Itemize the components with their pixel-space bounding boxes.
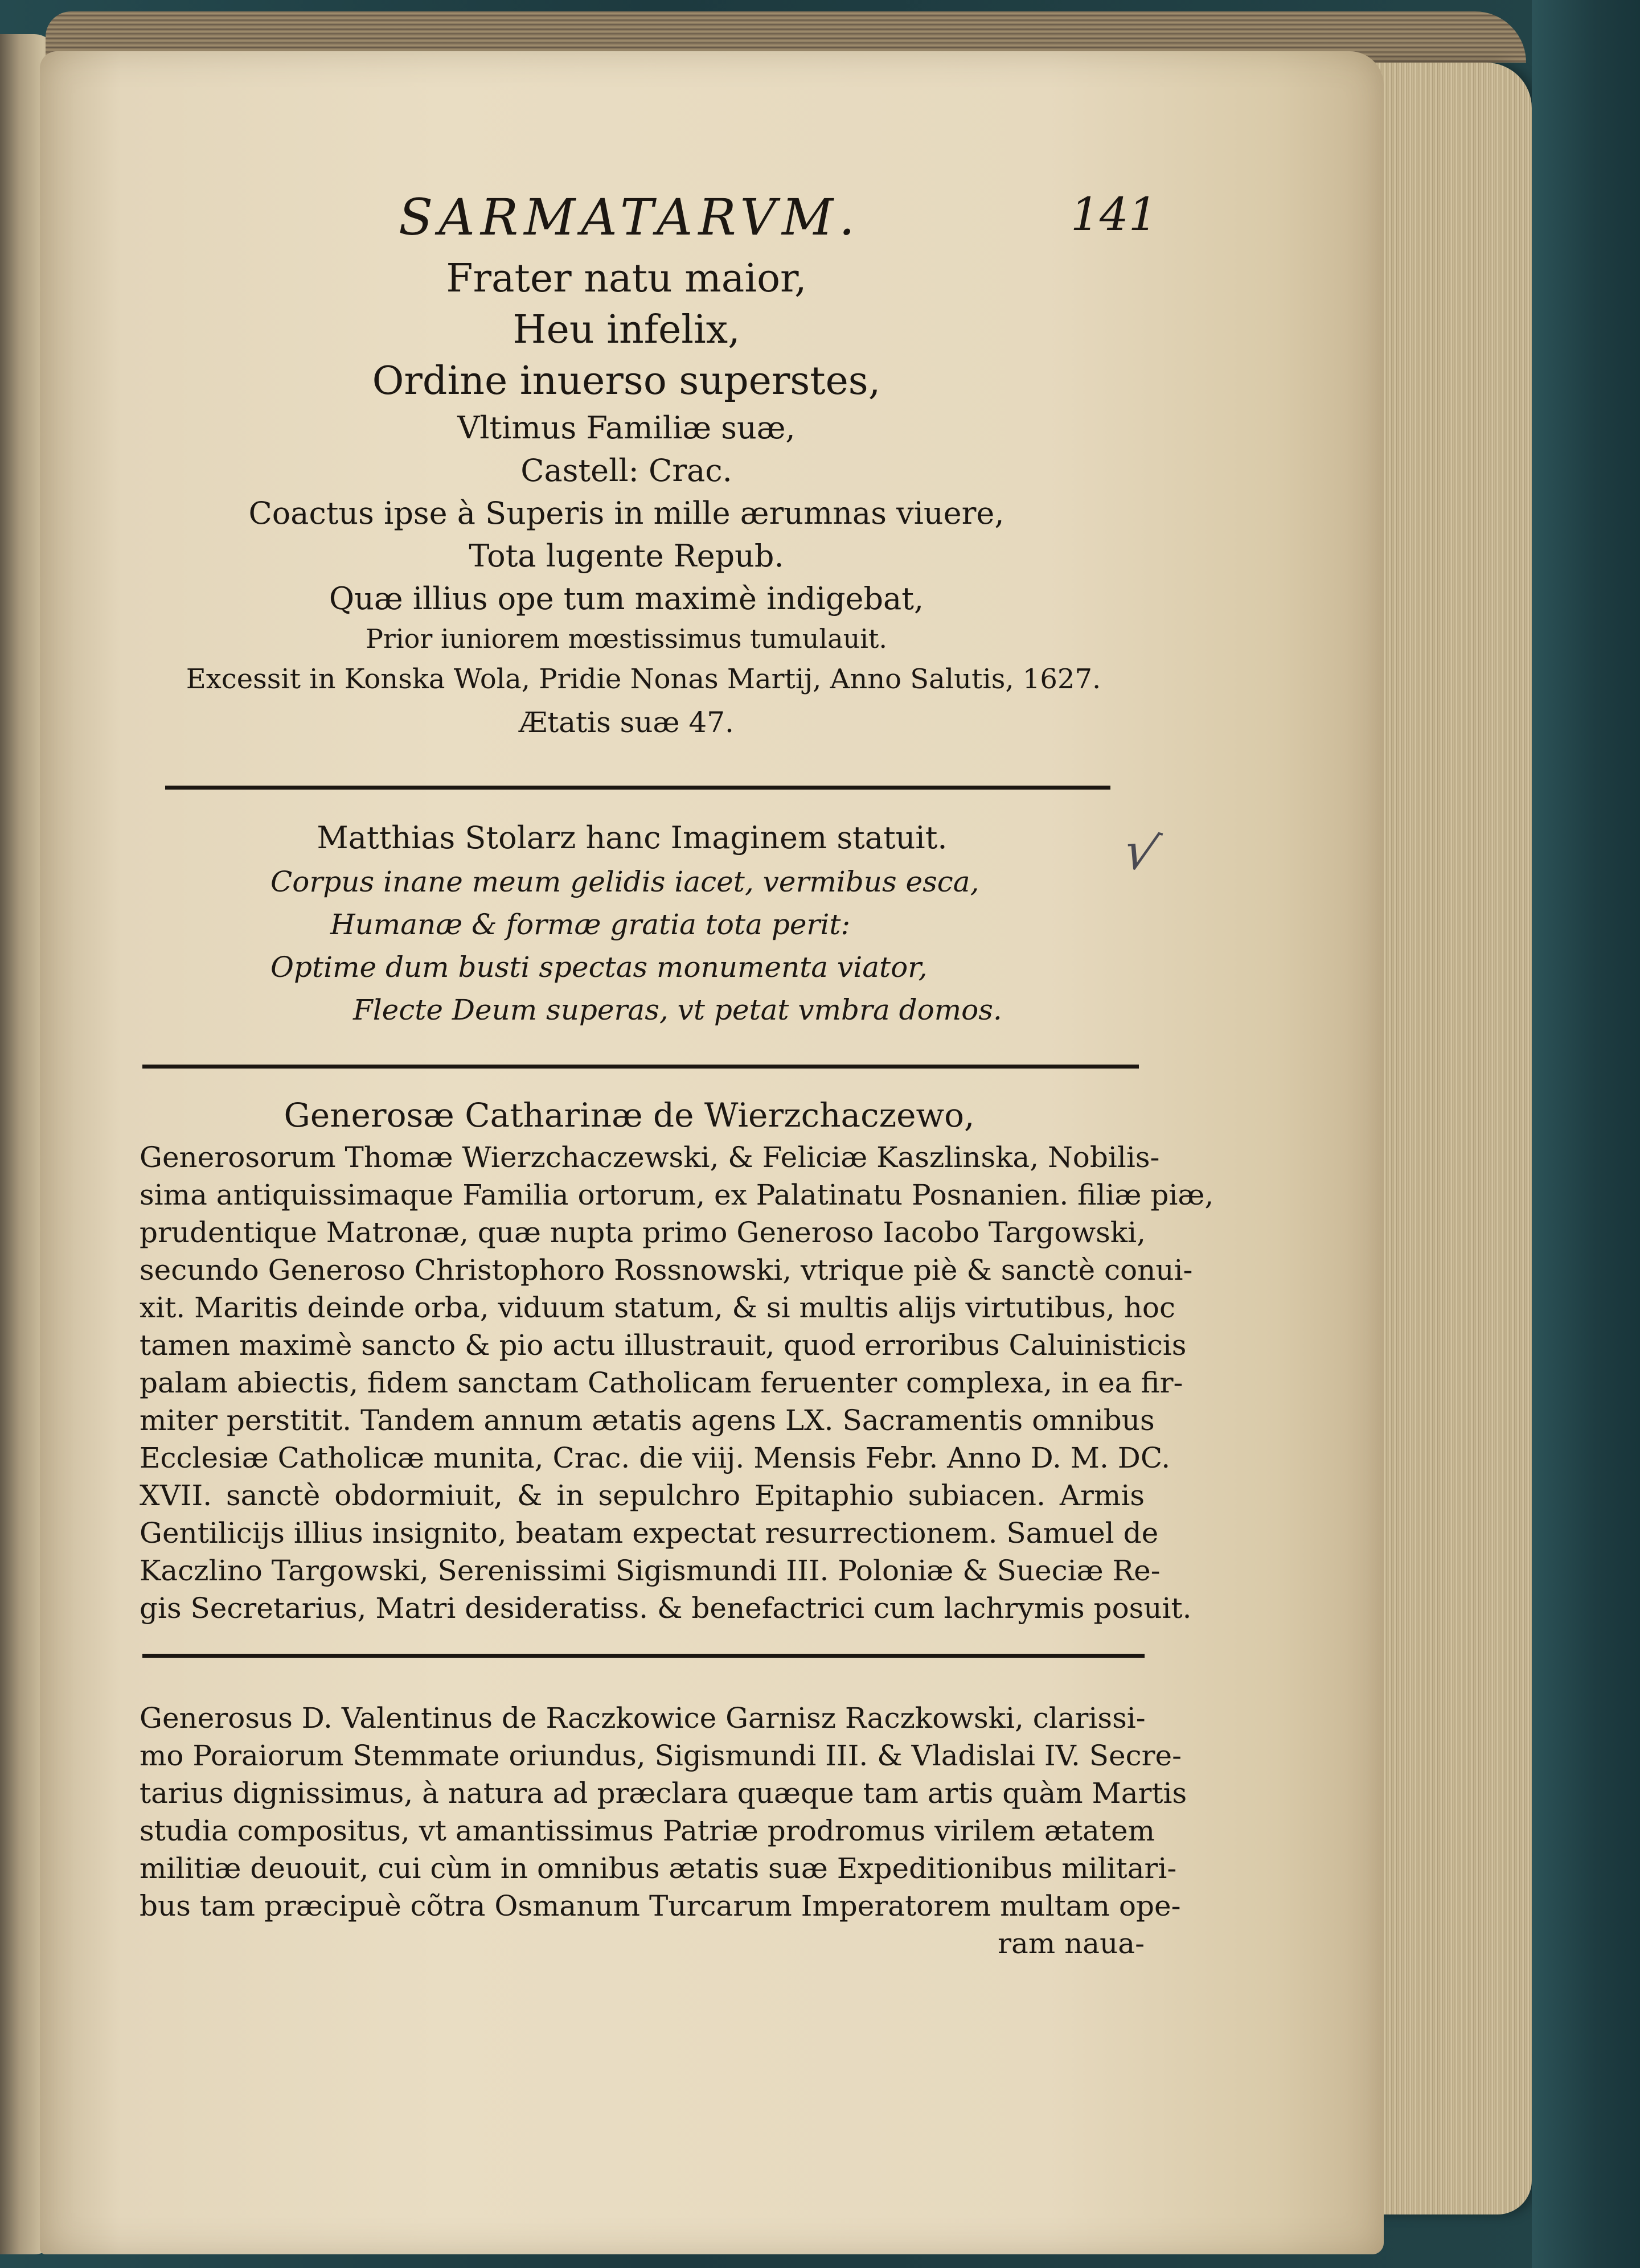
epitaph-3-line: secundo Generoso Christophoro Rossnowski, vtrique piè & sanctè conui- <box>140 1254 1193 1287</box>
epitaph-4-line: studia compositus, vt amantissimus Patriæ prodromus virilem ætatem <box>140 1814 1155 1847</box>
epitaph-3-line: Ecclesiæ Catholicæ munita, Crac. die viij. Mensis Febr. Anno D. M. DC. <box>140 1441 1171 1474</box>
section-divider <box>142 1654 1145 1658</box>
epitaph-1-line: Castell: Crac. <box>520 453 732 488</box>
epitaph-1-line: Vltimus Familiæ suæ, <box>457 410 796 446</box>
epitaph-3-line: prudentique Matronæ, quæ nupta primo Generoso Iacobo Targowski, <box>140 1216 1146 1249</box>
epitaph-2-line: Humanæ & formæ gratia tota perit: <box>330 908 851 941</box>
epitaph-2-line: Flecte Deum superas, vt petat vmbra domos. <box>353 993 1002 1026</box>
epitaph-3-line: gis Secretarius, Matri desideratiss. & benefactrici cum lachrymis posuit. <box>140 1592 1192 1625</box>
epitaph-2-line: Matthias Stolarz hanc Imaginem statuit. <box>317 820 948 856</box>
catchword: ram naua- <box>998 1927 1145 1960</box>
epitaph-1-line: Ordine inuerso superstes, <box>372 359 881 404</box>
section-divider <box>142 1065 1139 1069</box>
epitaph-3-line: palam abiectis, fidem sanctam Catholicam feruenter complexa, in ea fir- <box>140 1366 1183 1399</box>
epitaph-4-line: tarius dignissimus, à natura ad præclara quæque tam artis quàm Martis <box>140 1777 1187 1810</box>
book-cover-edge <box>1532 0 1640 2268</box>
epitaph-4-line: militiæ deuouit, cui cùm in omnibus ætatis suæ Expeditionibus militari- <box>140 1852 1177 1885</box>
epitaph-3-heading: Generosæ Catharinæ de Wierzchaczewo, <box>284 1096 975 1135</box>
margin-checkmark: √ <box>1117 819 1165 886</box>
page-block-edges <box>1361 63 1532 2214</box>
epitaph-1-line: Prior iuniorem mœstissimus tumulauit. <box>365 623 888 654</box>
epitaph-1-line: Quæ illius ope tum maximè indigebat, <box>329 581 924 617</box>
epitaph-4-line: Generosus D. Valentinus de Raczkowice Garnisz Raczkowski, clarissi- <box>140 1702 1146 1735</box>
epitaph-3-line: tamen maximè sancto & pio actu illustrauit, quod erroribus Caluinisticis <box>140 1329 1187 1362</box>
epitaph-3-line: Gentilicijs illius insignito, beatam expectat resurrectionem. Samuel de <box>140 1517 1159 1550</box>
epitaph-1-line: Tota lugente Repub. <box>469 538 784 574</box>
epitaph-3-line: XVII. sanctè obdormiuit, & in sepulchro Epitaphio subiacen. Armis <box>140 1479 1145 1512</box>
epitaph-4-line: bus tam præcipuè cõtra Osmanum Turcarum Imperatorem multam ope- <box>140 1889 1181 1922</box>
epitaph-1-line: Ætatis suæ 47. <box>519 706 734 739</box>
epitaph-3-body <box>140 1139 1214 1627</box>
epitaph-3-line: miter perstitit. Tandem annum ætatis agens LX. Sacramentis omnibus <box>140 1404 1155 1437</box>
epitaph-1-line: Coactus ipse à Superis in mille ærumnas viuere, <box>248 495 1004 531</box>
epitaph-1-line: Frater natu maior, <box>446 256 807 301</box>
section-divider <box>165 786 1110 790</box>
epitaph-3-line: xit. Maritis deinde orba, viduum statum, & si multis alijs virtutibus, hoc <box>140 1291 1176 1324</box>
page-number: 141 <box>1071 188 1158 241</box>
epitaph-2-line: Corpus inane meum gelidis iacet, vermibus esca, <box>270 865 979 898</box>
epitaph-1-line: Heu infelix, <box>512 307 740 352</box>
epitaph-1-line: Excessit in Konska Wola, Pridie Nonas Martij, Anno Salutis, 1627. <box>186 663 1101 695</box>
running-title: SARMATARVM. <box>399 188 861 246</box>
epitaph-3-line: Generosorum Thomæ Wierzchaczewski, & Feliciæ Kaszlinska, Nobilis- <box>140 1141 1160 1174</box>
epitaph-4-body <box>140 1699 1187 1962</box>
epitaph-4-line: mo Poraiorum Stemmate oriundus, Sigismundi III. & Vladislai IV. Secre- <box>140 1739 1182 1772</box>
epitaph-3-line: sima antiquissimaque Familia ortorum, ex Palatinatu Posnanien. filiæ piæ, <box>140 1178 1214 1211</box>
epitaph-3-line: Kaczlino Targowski, Serenissimi Sigismundi III. Poloniæ & Sueciæ Re- <box>140 1554 1161 1587</box>
epitaph-2-line: Optime dum busti spectas monumenta viator, <box>270 951 928 984</box>
